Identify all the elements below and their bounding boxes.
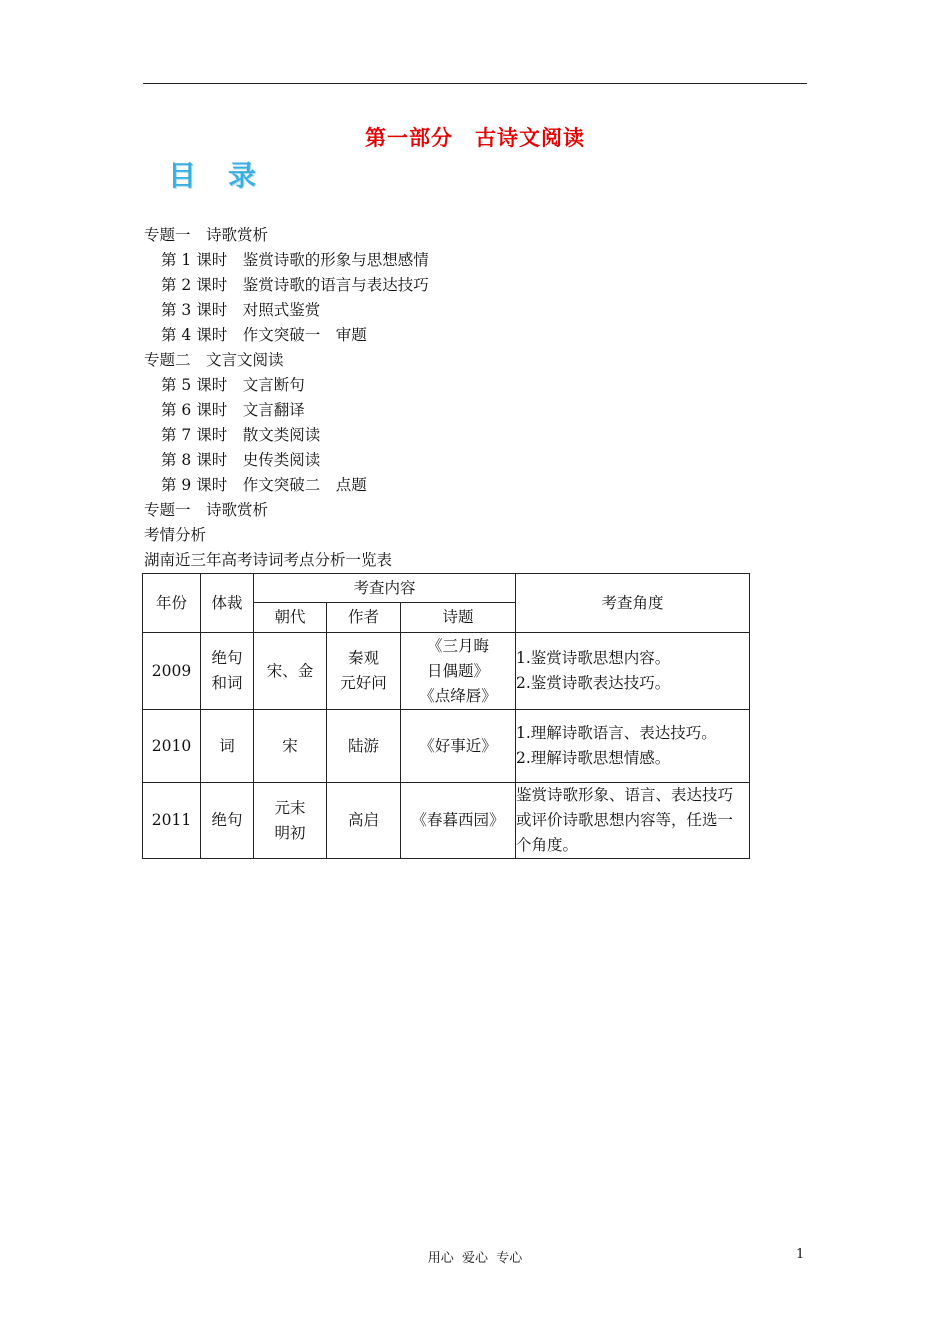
toc-lesson: 第 2 课时 鉴赏诗歌的语言与表达技巧 xyxy=(161,276,429,294)
cell-line: 1.鉴赏诗歌思想内容。 xyxy=(516,649,671,667)
cell-line: 绝句 xyxy=(211,649,243,667)
cell-line: 绝句 xyxy=(211,811,243,829)
cell-line: 《点绛唇》 xyxy=(419,686,497,705)
toc-lesson: 第 9 课时 作文突破二 点题 xyxy=(161,476,367,494)
cell-genre xyxy=(201,710,254,783)
table-row xyxy=(143,783,750,859)
table-row xyxy=(143,710,750,783)
cell-poem xyxy=(401,633,516,710)
toc-heading: 目 录 xyxy=(168,159,259,192)
exam-analysis-table xyxy=(142,573,750,859)
cell-line: 2.鉴赏诗歌表达技巧。 xyxy=(516,674,671,692)
cell-line: 词 xyxy=(219,736,235,755)
toc-lesson: 第 7 课时 散文类阅读 xyxy=(161,426,321,444)
toc-lesson: 第 8 课时 史传类阅读 xyxy=(161,451,321,469)
cell-line: 陆游 xyxy=(347,736,379,755)
cell-line: 宋、金 xyxy=(266,661,314,680)
cell-dynasty xyxy=(254,710,327,783)
header-content: 考查内容 xyxy=(254,574,516,603)
cell-line: 秦观 xyxy=(347,649,379,667)
cell-dynasty xyxy=(254,633,327,710)
cell-line: 和词 xyxy=(211,674,243,692)
cell-angle xyxy=(516,783,750,859)
cell-line: 2.理解诗歌思想情感。 xyxy=(516,749,671,767)
cell-line: 1.理解诗歌语言、表达技巧。 xyxy=(516,724,717,742)
header-author: 作者 xyxy=(327,603,401,633)
cell-year: 2010 xyxy=(143,710,201,783)
cell-genre xyxy=(201,633,254,710)
cell-line: 或评价诗歌思想内容等，任选一 xyxy=(516,811,734,829)
cell-line: 《春暮西园》 xyxy=(411,811,505,829)
cell-angle xyxy=(516,633,750,710)
part-title: 第一部分 古诗文阅读 xyxy=(365,126,585,150)
header-poem: 诗题 xyxy=(401,603,516,633)
cell-genre xyxy=(201,783,254,859)
cell-line: 宋 xyxy=(282,736,298,755)
toc-lesson: 第 5 课时 文言断句 xyxy=(161,376,305,394)
cell-line: 《好事近》 xyxy=(419,736,497,755)
toc-list xyxy=(144,223,804,573)
cell-author xyxy=(327,783,401,859)
cell-line: 《三月晦 xyxy=(427,636,490,655)
cell-angle xyxy=(516,710,750,783)
cell-line: 日偶题》 xyxy=(427,661,490,680)
page-number: 1 xyxy=(796,1247,805,1262)
page-footer: 用心 爱心 专心 xyxy=(427,1251,523,1266)
cell-dynasty xyxy=(254,783,327,859)
toc-section: 专题一 诗歌赏析 xyxy=(144,501,269,519)
cell-author xyxy=(327,710,401,783)
cell-line: 元好问 xyxy=(340,674,387,692)
cell-poem xyxy=(401,710,516,783)
toc-lesson: 第 3 课时 对照式鉴赏 xyxy=(161,301,321,319)
toc-section: 专题一 诗歌赏析 xyxy=(144,226,269,244)
header-rule xyxy=(143,83,807,84)
header-year: 年份 xyxy=(143,574,201,633)
header-genre: 体裁 xyxy=(201,574,254,633)
cell-poem xyxy=(401,783,516,859)
cell-author xyxy=(327,633,401,710)
toc-section: 考情分析 xyxy=(144,526,207,544)
toc-lesson: 第 1 课时 鉴赏诗歌的形象与思想感情 xyxy=(161,251,429,269)
header-dynasty: 朝代 xyxy=(254,603,327,633)
cell-line: 明初 xyxy=(274,823,306,842)
cell-year: 2009 xyxy=(143,633,201,710)
cell-year: 2011 xyxy=(143,783,201,859)
header-angle: 考查角度 xyxy=(516,574,750,633)
cell-line: 鉴赏诗歌形象、语言、表达技巧 xyxy=(516,786,734,804)
cell-line: 个角度。 xyxy=(516,836,579,854)
toc-section: 专题二 文言文阅读 xyxy=(144,351,284,369)
cell-line: 高启 xyxy=(347,811,379,829)
toc-lesson: 第 6 课时 文言翻译 xyxy=(161,401,305,419)
toc-lesson: 第 4 课时 作文突破一 审题 xyxy=(161,326,367,344)
table-row xyxy=(143,633,750,710)
cell-line: 元末 xyxy=(274,798,306,817)
toc-section: 湖南近三年高考诗词考点分析一览表 xyxy=(144,551,393,569)
